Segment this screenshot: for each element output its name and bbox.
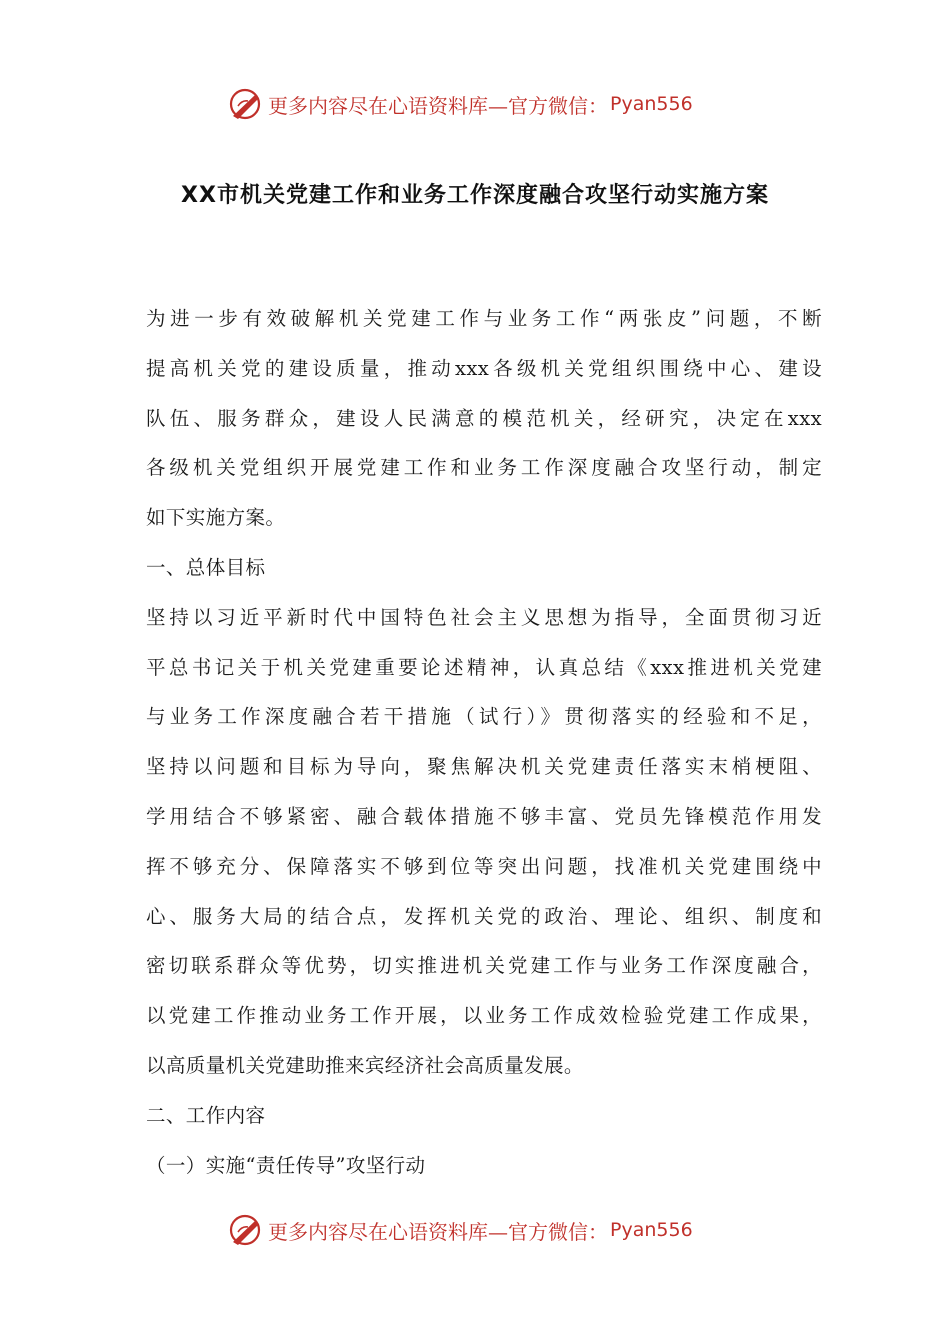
text-line: 各级机关党组织开展党建工作和业务工作深度融合攻坚行动，制定 — [146, 456, 822, 480]
watermark-wechat-id: Pyan556 — [610, 1219, 693, 1241]
text-line: 二、工作内容 — [146, 1103, 266, 1127]
text-line: 以党建工作推动业务工作开展，以业务工作成效检验党建工作成果， — [146, 1004, 822, 1028]
text-line: 学用结合不够紧密、融合载体措施不够丰富、党员先锋模范作用发 — [146, 804, 822, 828]
pen-logo-icon — [228, 1212, 264, 1248]
text-line: 坚持以习近平新时代中国特色社会主义思想为指导，全面贯彻习近 — [146, 605, 822, 629]
watermark-text: 更多内容尽在心语资料库—官方微信： — [268, 93, 608, 118]
header-watermark — [228, 84, 748, 124]
pen-logo-icon — [228, 86, 264, 122]
footer-watermark — [228, 1210, 748, 1250]
text-line: （一）实施“责任传导”攻坚行动 — [146, 1153, 426, 1177]
text-line: 密切联系群众等优势，切实推进机关党建工作与业务工作深度融合， — [146, 954, 822, 978]
text-line: 提高机关党的建设质量，推动xxx各级机关党组织围绕中心、建设 — [146, 356, 822, 380]
text-line: 与业务工作深度融合若干措施（试行）》贯彻落实的经验和不足， — [146, 705, 822, 729]
document-body — [146, 294, 822, 1190]
text-line: 坚持以问题和目标为导向，聚焦解决机关党建责任落实末梢梗阻、 — [146, 755, 822, 779]
text-line: 如下实施方案。 — [146, 506, 286, 530]
text-line: 平总书记关于机关党建重要论述精神，认真总结《xxx推进机关党建 — [146, 655, 822, 679]
document-title: XX市机关党建工作和业务工作深度融合攻坚行动实施方案 — [181, 183, 769, 208]
text-line: 队伍、服务群众，建设人民满意的模范机关，经研究，决定在xxx — [146, 406, 822, 430]
text-line: 心、服务大局的结合点，发挥机关党的政治、理论、组织、制度和 — [146, 904, 822, 928]
watermark-text: 更多内容尽在心语资料库—官方微信： — [268, 1219, 608, 1244]
watermark-wechat-id: Pyan556 — [610, 93, 693, 115]
text-line: 以高质量机关党建助推来宾经济社会高质量发展。 — [146, 1053, 584, 1077]
text-line: 一、总体目标 — [146, 555, 266, 579]
text-line: 为进一步有效破解机关党建工作与业务工作“两张皮”问题，不断 — [146, 307, 822, 330]
text-line: 挥不够充分、保障落实不够到位等突出问题，找准机关党建围绕中 — [146, 854, 822, 878]
